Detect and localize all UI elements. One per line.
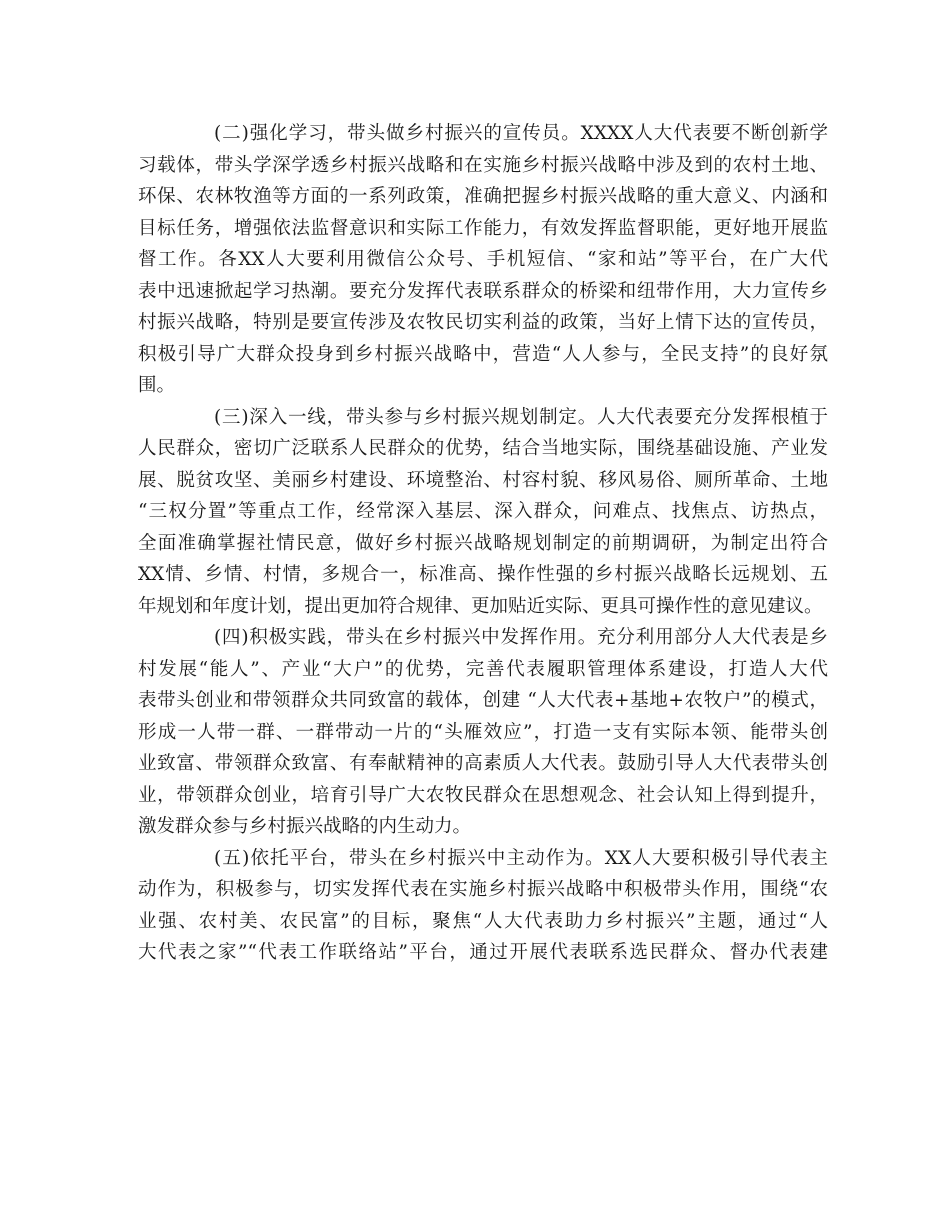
paragraph-line: (四)积极实践，带头在乡村振兴中发挥作用。充分利用部分人大代表是乡 [214,627,828,648]
paragraph-line: 形成一人带一群、一群带动一片的“头雁效应”，打造一支有实际本领、能带头创 [138,721,828,743]
paragraph-line: 围。 [138,375,176,396]
paragraph-line: (三)深入一线，带头参与乡村振兴规划制定。人大代表要充分发挥根植于 [214,406,828,428]
paragraph-line: 督工作。各XX人大要利用微信公众号、手机短信、“家和站”等平台，在广大代 [138,249,828,270]
paragraph-line: 表中迅速掀起学习热潮。要充分发挥代表联系群众的桥梁和纽带作用，大力宣传乡 [138,280,828,302]
paragraph-line: “三权分置”等重点工作，经常深入基层、深入群众，问难点、找焦点、访热点， [138,501,828,522]
paragraph-line: (五)依托平台，带头在乡村振兴中主动作为。XX人大要积极引导代表主 [214,847,828,869]
paragraph-line: 业，带领群众创业，培育引导广大农牧民群众在思想观念、社会认知上得到提升， [138,784,828,806]
paragraph-line: 村振兴战略，特别是要宣传涉及农牧民切实利益的政策，当好上情下达的宣传员， [138,312,828,333]
paragraph-1 [138,118,828,402]
paragraph-3 [138,622,828,843]
paragraph-line: 大代表之家”“代表工作联络站”平台，通过开展代表联系选民群众、督办代表建 [138,942,828,963]
paragraph-line: 动作为，积极参与，切实发挥代表在实施乡村振兴战略中积极带头作用，围绕“农 [138,879,828,900]
paragraph-4 [138,843,828,969]
paragraph-line: 表带头创业和带领群众共同致富的载体，创建 “人大代表+基地+农牧户”的模式， [138,690,828,711]
paragraph-line: 业致富、带领群众致富、有奉献精神的高素质人大代表。鼓励引导人大代表带头创 [138,753,828,774]
paragraph-line: 年规划和年度计划，提出更加符合规律、更加贴近实际、更具可操作性的意见建议。 [138,595,823,617]
paragraph-line: 全面准确掌握社情民意，做好乡村振兴战略规划制定的前期调研，为制定出符合 [138,532,828,554]
paragraph-line: 习载体，带头学深学透乡村振兴战略和在实施乡村振兴战略中涉及到的农村土地、 [138,154,828,176]
paragraph-line: 目标任务，增强依法监督意识和实际工作能力，有效发挥监督职能，更好地开展监 [138,217,828,239]
paragraph-line: 业强、农村美、农民富”的目标，聚焦“人大代表助力乡村振兴”主题，通过“人 [138,910,828,932]
paragraph-2 [138,402,828,623]
paragraph-line: 展、脱贫攻坚、美丽乡村建设、环境整治、村容村貌、移风易俗、厕所革命、土地 [138,469,828,491]
paragraph-line: 环保、农林牧渔等方面的一系列政策，准确把握乡村振兴战略的重大意义、内涵和 [138,186,828,207]
paragraph-line: 人民群众，密切广泛联系人民群众的优势，结合当地实际，围绕基础设施、产业发 [138,438,828,459]
paragraph-line: (二)强化学习，带头做乡村振兴的宣传员。XXXX人大代表要不断创新学 [214,123,828,144]
paragraph-line: XX情、乡情、村情，多规合一，标准高、操作性强的乡村振兴战略长远规划、五 [138,564,828,585]
paragraph-line: 激发群众参与乡村振兴战略的内生动力。 [138,816,472,837]
paragraph-line: 积极引导广大群众投身到乡村振兴战略中，营造“人人参与，全民支持”的良好氛 [138,343,828,365]
document-page [138,118,828,969]
paragraph-line: 村发展“能人”、产业“大户”的优势，完善代表履职管理体系建设，打造人大代 [138,658,828,680]
